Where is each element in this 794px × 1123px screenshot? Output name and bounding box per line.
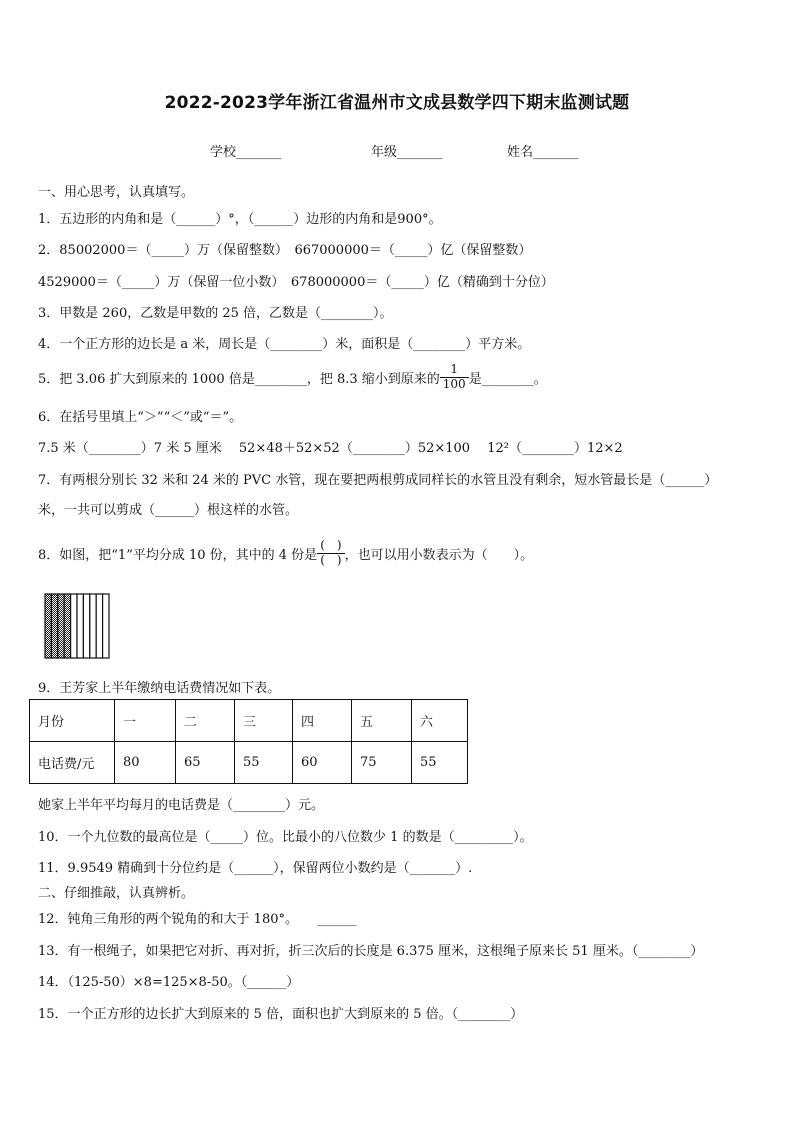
question-1: 1．五边形的内角和是（______）°，（______）边形的内角和是900°。: [38, 212, 442, 227]
table-cell: 75: [352, 742, 412, 784]
table-cell: 60: [293, 742, 352, 784]
question-12: 12．钝角三角形的两个锐角的和大于 180°。 ______: [38, 912, 357, 927]
question-8: [38, 530, 533, 576]
question-8-text: 8．如图，把“1”平均分成 10 份，其中的 4 份是: [38, 547, 318, 563]
unshaded-part: [90, 594, 96, 658]
question-10: 10．一个九位数的最高位是（_____）位。比最小的八位数少 1 的数是（_________）。: [38, 830, 533, 845]
question-2-line-2: 4529000＝（_____）万（保留一位小数） 678000000＝（_____）亿（精确到十分位）: [38, 275, 554, 290]
question-2-line-1: 2．85002000＝（_____）万（保留整数） 667000000＝（_____）亿（保留整数）: [38, 243, 532, 258]
question-8-tail: ，也可以用小数表示为（ ）。: [344, 547, 534, 563]
unshaded-part: [83, 594, 89, 658]
question-5: [38, 357, 547, 397]
table-cell: 二: [176, 700, 235, 742]
question-15: 15．一个正方形的边长扩大到原来的 5 倍，面积也扩大到原来的 5 倍。（________）: [38, 1007, 524, 1022]
fraction-blank-numerator: ( ): [317, 539, 344, 554]
section-heading-2: 二、仔细推敲，认真辨析。: [38, 886, 195, 901]
table-cell: 四: [293, 700, 352, 742]
question-14: 14．（125-50）×8=125×8-50。（______）: [38, 975, 300, 990]
table-header-row: [30, 700, 468, 742]
section-heading-1: 一、用心思考，认真填写。: [38, 185, 195, 200]
question-6: 6．在括号里填上“＞”“＜”或“＝”。: [38, 410, 243, 425]
fraction-one-hundredth: [440, 363, 469, 392]
question-5-text: 5．把 3.06 扩大到原来的 1000 倍是________，把 8.3 缩小到原来的: [38, 371, 440, 387]
unshaded-part: [96, 594, 102, 658]
grade-field: 年级_______: [371, 145, 443, 160]
question-9: 9．王芳家上半年缴纳电话费情况如下表。: [38, 681, 281, 696]
question-13: 13．有一根绳子，如果把它对折、再对折，折三次后的长度是 6.375 厘米，这根绳子原来长 51 厘米。（________）: [38, 944, 704, 959]
question-4: 4．一个正方形的边长是 a 米，周长是（________）米，面积是（________）平方米。: [38, 337, 531, 352]
school-field: 学校_______: [210, 145, 282, 160]
unshaded-part: [77, 594, 83, 658]
table-cell: 55: [412, 742, 468, 784]
fraction-denominator: 100: [442, 376, 466, 391]
table-cell: 五: [352, 700, 412, 742]
fraction-numerator: 1: [440, 363, 469, 378]
page-title: 2022-2023学年浙江省温州市文成县数学四下期末监测试题: [164, 93, 630, 113]
question-11: 11．9.9549 精确到十分位约是（______），保留两位小数约是（_______）.: [38, 861, 473, 876]
table-cell: 三: [235, 700, 293, 742]
ten-parts-figure: [44, 593, 112, 659]
table-cell: 80: [115, 742, 176, 784]
shaded-part: [45, 594, 51, 658]
question-3: 3．甲数是 260，乙数是甲数的 25 倍，乙数是（________）。: [38, 306, 393, 321]
table-cell: 55: [235, 742, 293, 784]
question-9-ask: 她家上半年平均每月的电话费是（________）元。: [38, 798, 325, 813]
fraction-blank-denominator: ( ): [320, 552, 342, 567]
table-cell: 电话费/元: [30, 742, 115, 784]
shaded-part: [58, 594, 64, 658]
table-cell: 65: [176, 742, 235, 784]
name-field: 姓名_______: [507, 145, 579, 160]
question-7-line-2: 米，一共可以剪成（______）根这样的水管。: [38, 503, 299, 518]
question-6-items: 7.5 米（________）7 米 5 厘米 52×48＋52×52（________）52×100 12²（________）12×2: [38, 441, 623, 456]
table-cell: 六: [412, 700, 468, 742]
question-5-tail: 是________。: [468, 371, 547, 387]
unshaded-part: [103, 594, 109, 658]
shaded-part: [64, 594, 70, 658]
table-cell: 一: [115, 700, 176, 742]
table-cell: 月份: [30, 700, 115, 742]
question-7-line-1: 7．有两根分别长 32 米和 24 米的 PVC 水管，现在要把两根剪成同样长的水管且没有剩余，短水管最长是（______）: [38, 473, 718, 488]
fraction-blank: [317, 539, 344, 568]
unshaded-part: [71, 594, 77, 658]
shaded-part: [51, 594, 57, 658]
phone-fee-table: [29, 699, 468, 784]
table-row: [30, 742, 468, 784]
